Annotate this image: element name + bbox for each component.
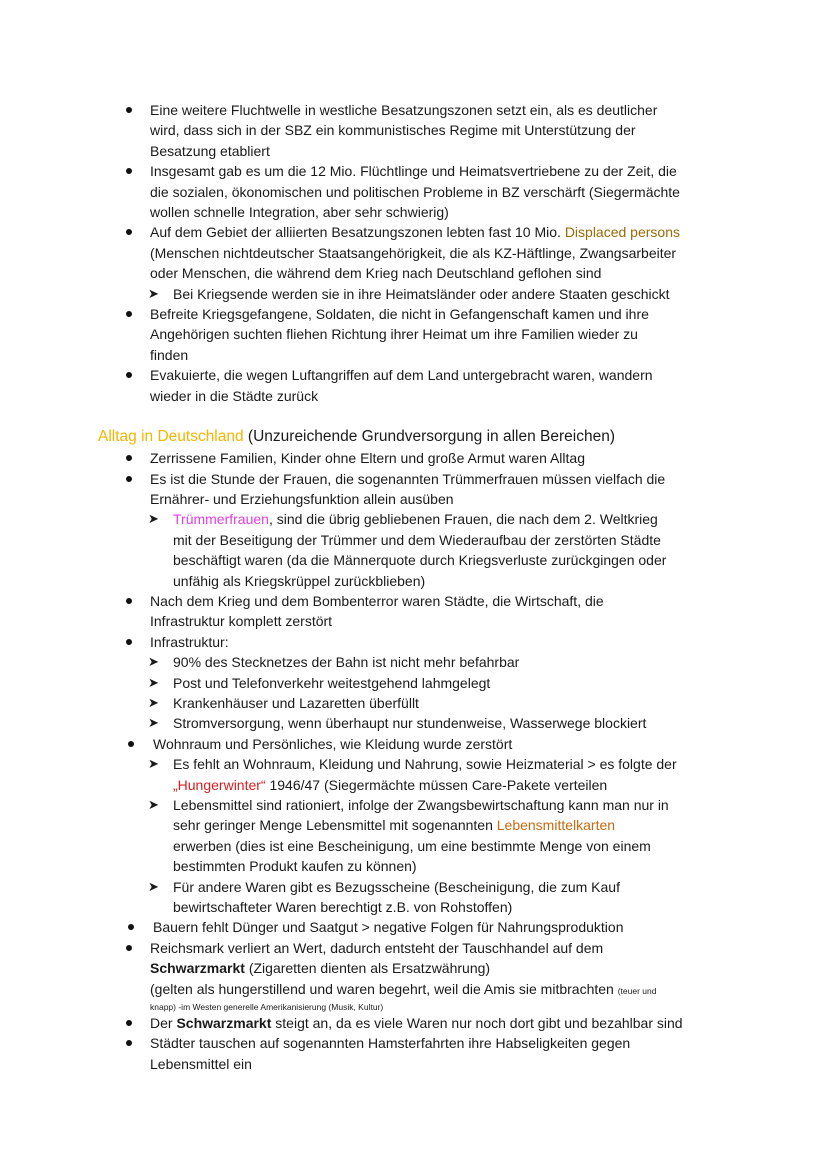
sub-bullet-bahn [98, 652, 788, 672]
text-line: Lebensmittel ein [150, 1055, 252, 1072]
text-line [150, 1013, 788, 1033]
bullet-dot [126, 476, 132, 482]
text-line: Infrastruktur: [150, 633, 229, 650]
arrow-bullet-icon: ➤ [148, 756, 159, 772]
arrow-bullet-icon: ➤ [148, 285, 159, 301]
text-line: (Menschen nichtdeutscher Staatsangehörigkeit, die als KZ-Häftlinge, Zwangsarbeiter [150, 244, 677, 261]
bullet-dot [126, 229, 132, 235]
text-line: Es ist die Stunde der Frauen, die sogenannten Trümmerfrauen müssen vielfach die [150, 470, 666, 487]
bullet-dot [126, 1040, 132, 1046]
arrow-bullet-icon: ➤ [148, 654, 159, 670]
text-line: beschäftigt waren (da die Männerquote durch Kriegsverluste zurückgingen oder [173, 552, 667, 569]
text-segment: , sind die übrig gebliebenen Frauen, die nach dem 2. Weltkrieg [268, 511, 658, 528]
sub-bullet-krankenhaeuser [98, 693, 788, 713]
text-line [173, 509, 788, 529]
bullet-dot [126, 168, 132, 174]
heading-subtitle: (Unzureichende Grundversorgung in allen Bereichen) [243, 428, 615, 446]
text-line: Evakuierte, die wegen Luftangriffen auf dem Land untergebracht waren, wandern [150, 367, 653, 384]
term-hungerwinter: „Hungerwinter“ [173, 776, 266, 793]
text-segment: (gelten als hungerstillend und waren begehrt, weil die Amis sie mitbrachten [150, 980, 618, 997]
text-line: Lebensmittel sind rationiert, infolge der Zwangsbewirtschaftung kann man nur in [173, 797, 669, 813]
text-line: bewirtschafteter Waren berechtigt z.B. von Rohstoffen) [173, 899, 513, 916]
text-line: Infrastruktur komplett zerstört [150, 613, 333, 630]
text-line [173, 775, 788, 795]
text-line: Zerrissene Familien, Kinder ohne Eltern und große Armut waren Alltag [150, 450, 585, 467]
term-displaced-persons: Displaced persons [564, 224, 680, 241]
arrow-bullet-icon: ➤ [148, 797, 159, 812]
bullet-dot [126, 1020, 132, 1026]
text-line: Insgesamt gab es um die 12 Mio. Flüchtlinge und Heimatsvertriebene zu der Zeit, die [150, 163, 677, 180]
text-line: Besatzung etabliert [150, 142, 270, 159]
text-line: Krankenhäuser und Lazaretten überfüllt [173, 694, 419, 711]
text-line: wird, dass sich in der SBZ ein kommunistisches Regime mit Unterstützung der [150, 122, 636, 139]
text-segment: (Zigaretten dienten als Ersatzwährung) [244, 960, 491, 977]
text-line: Eine weitere Fluchtwelle in westliche Besatzungszonen setzt ein, als es deutlicher [150, 102, 658, 118]
small-note: (teuer und [617, 985, 657, 996]
text-line: Es fehlt an Wohnraum, Kleidung und Nahrung, sowie Heizmaterial > es folgte der [173, 756, 677, 773]
text-segment: Der [150, 1015, 177, 1032]
text-line: 90% des Stecknetzes der Bahn ist nicht mehr befahrbar [173, 654, 520, 671]
text-line: Für andere Waren gibt es Bezugsscheine (Bescheinigung, die zum Kauf [173, 878, 620, 895]
bullet-infrastruktur [98, 632, 788, 652]
text-line: Stromversorgung, wenn überhaupt nur stundenweise, Wasserwege blockiert [173, 715, 647, 732]
text-line [150, 222, 788, 242]
bullet-familien [98, 448, 788, 468]
arrow-bullet-icon: ➤ [148, 694, 159, 710]
term-schwarzmarkt: Schwarzmarkt [150, 960, 245, 977]
arrow-bullet-icon: ➤ [148, 715, 159, 731]
text-segment: Auf dem Gebiet der alliierten Besatzungszonen lebten fast 10 Mio. [150, 224, 565, 241]
text-segment: sehr geringer Menge Lebensmittel mit sogenannten [173, 817, 497, 834]
text-line: wieder in die Städte zurück [150, 387, 319, 404]
text-line: erwerben (dies ist eine Bescheinigung, um eine bestimmte Menge von einem [173, 837, 651, 854]
bullet-wohnraum [98, 734, 788, 754]
text-line: Befreite Kriegsgefangene, Soldaten, die nicht in Gefangenschaft kamen und ihre [150, 306, 649, 323]
text-line: Reichsmark verliert an Wert, dadurch entsteht der Tauschhandel auf dem [150, 939, 604, 956]
section-heading [98, 426, 788, 448]
text-segment: 1946/47 (Siegermächte müssen Care-Pakete verteilen [265, 776, 608, 793]
bullet-evakuierte [98, 365, 788, 406]
text-line: Nach dem Krieg und dem Bombenterror waren Städte, die Wirtschaft, die [150, 592, 604, 609]
text-line: Angehörigen suchten fliehen Richtung ihrer Heimat um ihre Familien wieder zu [150, 326, 638, 343]
text-line: Bei Kriegsende werden sie in ihre Heimatsländer oder andere Staaten geschickt [173, 285, 670, 302]
text-line: Wohnraum und Persönliches, wie Kleidung wurde zerstört [153, 735, 513, 752]
text-line: Post und Telefonverkehr weitestgehend lahmgelegt [173, 674, 491, 691]
bullet-hamsterfahrten [98, 1033, 788, 1074]
text-line: oder Menschen, die während dem Krieg nach Deutschland geflohen sind [150, 265, 602, 282]
heading-title: Alltag in Deutschland [98, 428, 244, 446]
bullet-dot [126, 455, 132, 461]
sub-bullet-strom [98, 713, 788, 733]
arrow-bullet-icon: ➤ [148, 878, 159, 894]
bullet-stunde-der-frauen [98, 469, 788, 510]
text-line: bestimmten Produkt kaufen zu können) [173, 858, 417, 875]
text-line: die sozialen, ökonomischen und politischen Probleme in BZ verschärft (Siegermächte [150, 183, 680, 200]
bullet-fluechtlinge [98, 161, 788, 222]
text-segment: steigt an, da es viele Waren nur noch dort gibt und bezahlbar sind [271, 1015, 683, 1032]
bullet-dot [126, 945, 132, 951]
bullet-fluchtwelle [98, 100, 788, 161]
bullet-dot [126, 107, 132, 113]
sub-bullet-post [98, 673, 788, 693]
term-lebensmittelkarten: Lebensmittelkarten [496, 817, 616, 834]
text-line: mit der Beseitigung der Trümmer und dem Wiederaufbau der zerstörten Städte [173, 531, 661, 548]
bullet-dot [126, 372, 132, 378]
bullet-dot [126, 311, 132, 317]
bullet-dot [128, 741, 134, 747]
bullet-kriegsgefangene [98, 304, 788, 365]
sub-bullet-bezugsscheine [98, 877, 788, 918]
text-line [150, 979, 788, 1001]
text-line: unfähig als Kriegskrüppel zurückblieben) [173, 572, 426, 589]
bullet-bombenterror [98, 591, 788, 632]
term-schwarzmarkt: Schwarzmarkt [176, 1015, 272, 1032]
sub-bullet-hungerwinter [98, 754, 788, 795]
text-line: finden [150, 346, 189, 363]
bullet-schwarzmarkt [98, 1013, 788, 1033]
term-truemmerfrauen: Trümmerfrauen [173, 511, 269, 528]
bullet-dot [126, 598, 132, 604]
bullet-reichsmark [98, 938, 788, 1013]
sub-bullet-truemmerfrauen [98, 509, 788, 591]
small-note-line: knapp) -im Westen generelle Amerikanisierung (Musik, Kultur) [150, 1002, 384, 1013]
sub-bullet-kriegsende [98, 284, 788, 304]
bullet-bauern [98, 917, 788, 937]
text-line: Ernährer- und Erziehungsfunktion allein ausüben [150, 490, 454, 507]
bullet-dot [126, 639, 132, 645]
text-line [173, 815, 788, 835]
bullet-displaced-persons [98, 222, 788, 283]
text-line: Städter tauschen auf sogenannten Hamsterfahrten ihre Habseligkeiten gegen [150, 1035, 631, 1052]
sub-bullet-lebensmittel [98, 795, 788, 877]
arrow-bullet-icon: ➤ [148, 511, 159, 527]
text-line: wollen schnelle Integration, aber sehr schwierig) [150, 204, 449, 221]
text-line: Bauern fehlt Dünger und Saatgut > negative Folgen für Nahrungsproduktion [153, 919, 624, 936]
arrow-bullet-icon: ➤ [148, 674, 159, 690]
bullet-dot [128, 924, 134, 930]
text-line [150, 958, 788, 978]
